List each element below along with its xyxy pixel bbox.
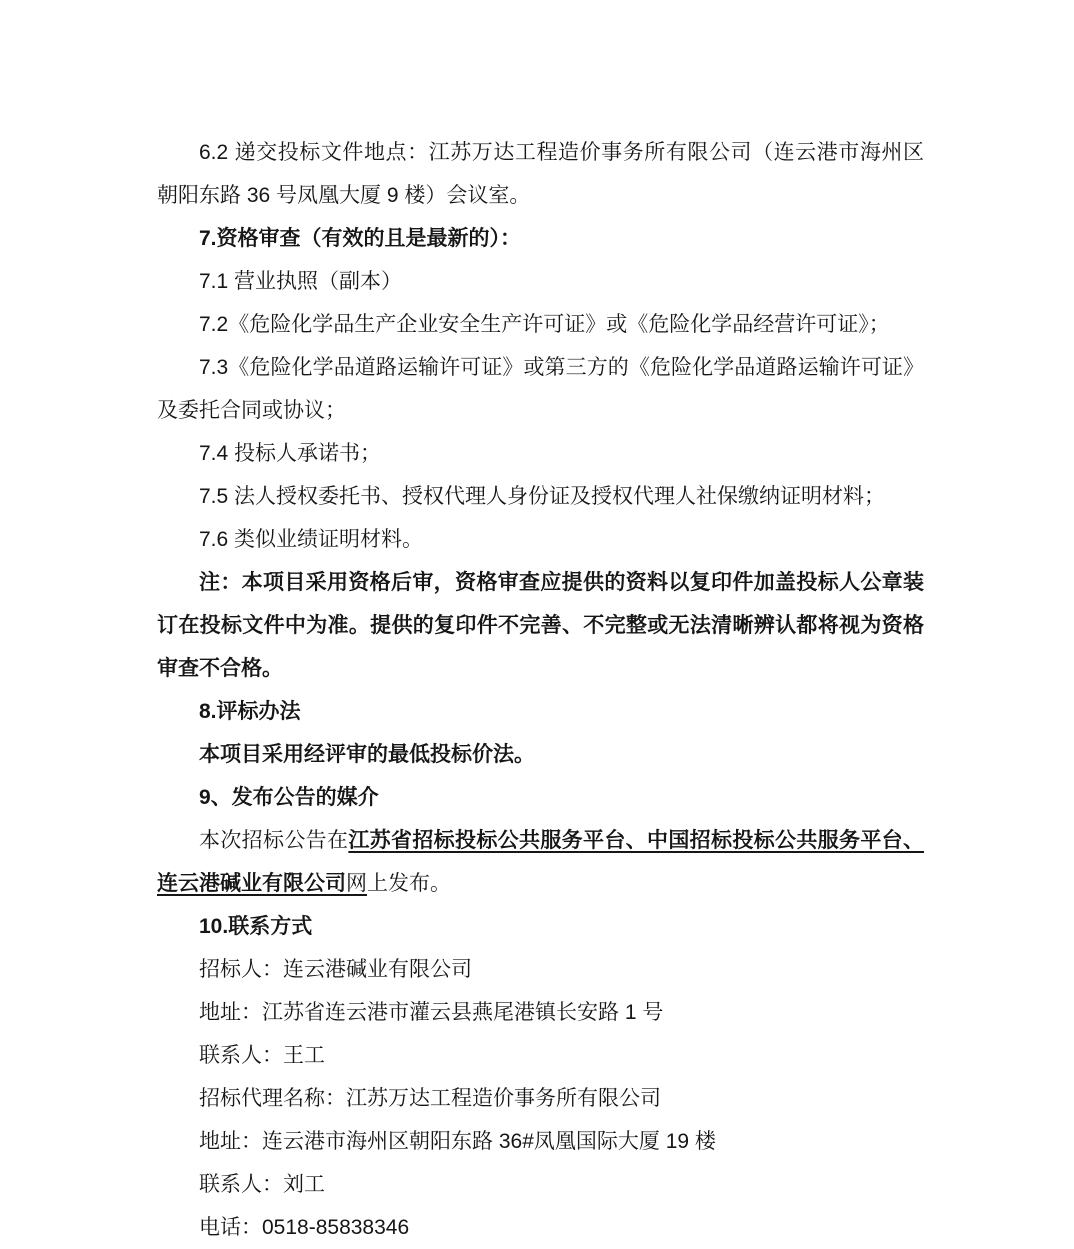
para-announcement-media xyxy=(157,819,924,905)
para-agency-address: 地址：连云港市海州区朝阳东路 36#凤凰国际大厦 19 楼 xyxy=(199,1130,716,1153)
para-production-permit: 7.2《危险化学品生产企业安全生产许可证》或《危险化学品经营许可证》； xyxy=(199,313,890,336)
para-agency-name: 招标代理名称：江苏万达工程造价事务所有限公司 xyxy=(199,1087,661,1110)
para-tenderer-address: 地址：江苏省连云港市灌云县燕尾港镇长安路 1 号 xyxy=(199,1001,664,1024)
para-evaluation-method: 本项目采用经评审的最低投标价法。 xyxy=(199,743,535,766)
para-transport-permit: 7.3《危险化学品道路运输许可证》或第三方的《危险化学品道路运输许可证》及委托合同或协议； xyxy=(157,356,924,422)
announcement-prefix: 本次招标公告在 xyxy=(199,829,349,852)
para-tenderer-contact: 联系人：王工 xyxy=(199,1044,325,1067)
para-agency-contact: 联系人：刘工 xyxy=(199,1173,325,1196)
heading-qualification-review: 7.资格审查（有效的且是最新的）： xyxy=(199,227,522,250)
heading-evaluation-method: 8.评标办法 xyxy=(199,700,301,723)
announcement-net-char: 网 xyxy=(346,872,367,895)
announcement-suffix: 上发布。 xyxy=(367,872,451,895)
para-business-license: 7.1 营业执照（副本） xyxy=(199,270,403,293)
announcement-platform-names: 江苏省招标投标公共服务平台、中国招标投标公共服务平台、连云港碱业有限公司 xyxy=(157,829,925,895)
para-submission-location: 6.2 递交投标文件地点：江苏万达工程造价事务所有限公司（连云港市海州区朝阳东路 36 号凤凰大厦 9 楼）会议室。 xyxy=(157,141,924,207)
para-bidder-commitment: 7.4 投标人承诺书； xyxy=(199,442,382,465)
tender-notice-body xyxy=(157,131,924,1249)
para-authorization-materials: 7.5 法人授权委托书、授权代理人身份证及授权代理人社保缴纳证明材料； xyxy=(199,485,886,508)
heading-contact-info: 10.联系方式 xyxy=(199,915,313,938)
para-note-post-qualification: 注：本项目采用资格后审，资格审查应提供的资料以复印件加盖投标人公章装订在投标文件中为准。提供的复印件不完善、不完整或无法清晰辨认都将视为资格审查不合格。 xyxy=(157,571,924,680)
para-tenderer-name: 招标人：连云港碱业有限公司 xyxy=(199,958,472,981)
para-performance-materials: 7.6 类似业绩证明材料。 xyxy=(199,528,424,551)
heading-announcement-media: 9、发布公告的媒介 xyxy=(199,786,379,809)
para-agency-phone: 电话：0518-85838346 xyxy=(199,1216,410,1239)
